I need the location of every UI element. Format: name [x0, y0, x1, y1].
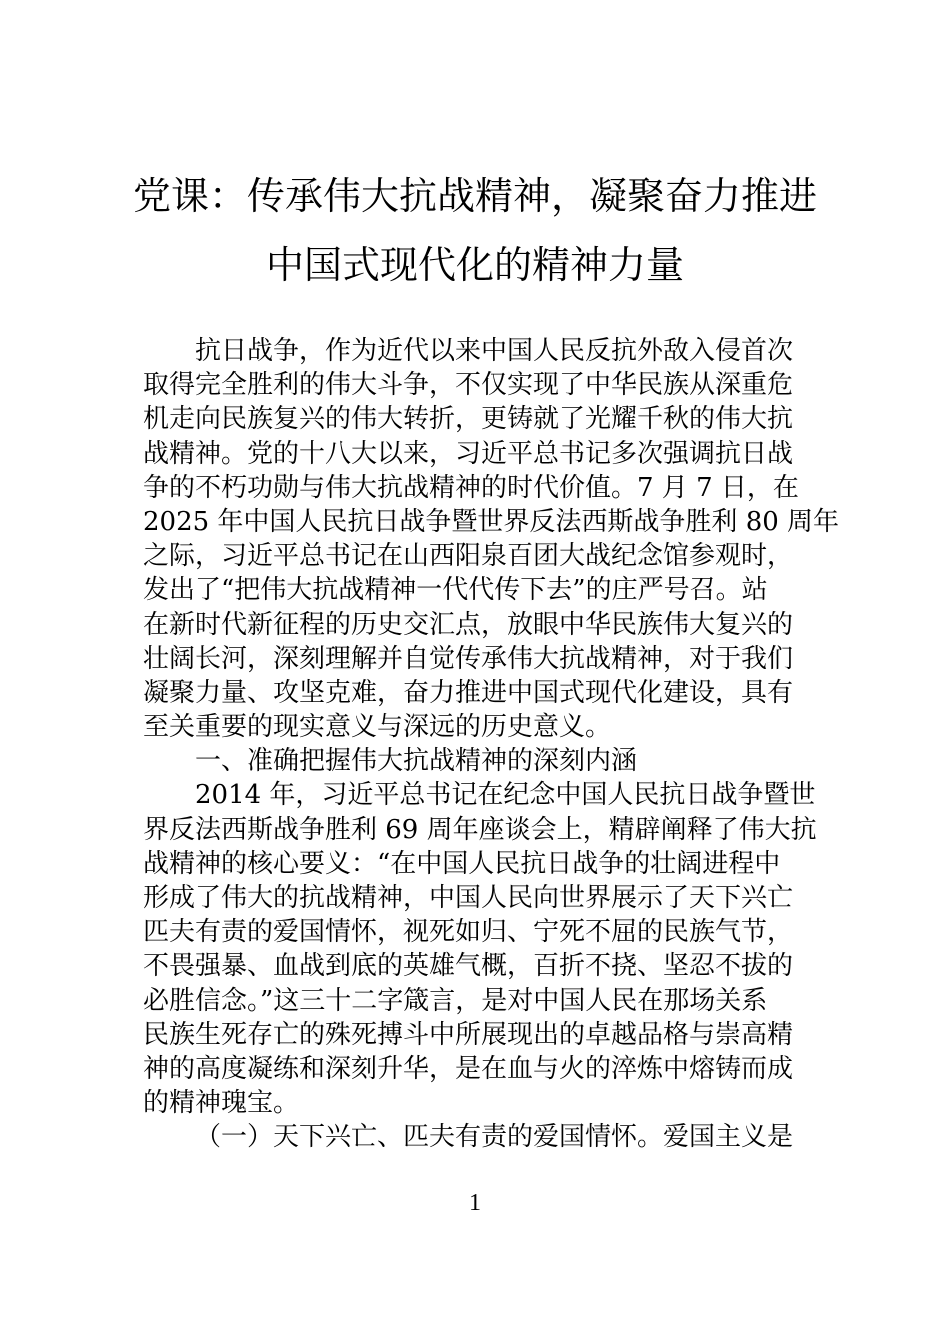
body-line: 必胜信念。”这三十二字箴言，是对中国人民在那场关系: [143, 985, 768, 1016]
document-body: [143, 334, 840, 1155]
body-line: 形成了伟大的抗战精神，中国人民向世界展示了天下兴亡: [143, 883, 794, 913]
body-line: 匹夫有责的爱国情怀，视死如归、宁死不屈的民族气节，: [143, 917, 794, 948]
document-title-line-1: 党课：传承伟大抗战精神，凝聚奋力推进: [132, 174, 817, 218]
body-line: 2014 年，习近平总书记在纪念中国人民抗日战争暨世: [195, 780, 816, 811]
body-line: 凝聚力量、攻坚克难，奋力推进中国式现代化建设，具有: [143, 677, 794, 708]
page-number: 1: [469, 1190, 481, 1216]
body-line: 战精神的核心要义：“在中国人民抗日战争的壮阔进程中: [143, 848, 781, 879]
body-line: 争的不朽功勋与伟大抗战精神的时代价值。7 月 7 日，在: [143, 472, 799, 503]
body-line: 壮阔长河，深刻理解并自觉传承伟大抗战精神，对于我们: [143, 643, 794, 674]
body-line: 发出了“把伟大抗战精神一代代传下去”的庄严号召。站: [143, 575, 768, 606]
document-title-line-2: 中国式现代化的精神力量: [265, 243, 684, 287]
subsection-heading: （一）天下兴亡、匹夫有责的爱国情怀。爱国主义是: [195, 1122, 794, 1153]
body-line: 机走向民族复兴的伟大转折，更铸就了光耀千秋的伟大抗: [143, 404, 794, 435]
body-line: 在新时代新征程的历史交汇点，放眼中华民族伟大复兴的: [143, 609, 794, 640]
section-heading: 一、准确把握伟大抗战精神的深刻内涵: [195, 746, 638, 777]
body-line: 2025 年中国人民抗日战争暨世界反法西斯战争胜利 80 周年: [143, 506, 840, 537]
body-line: 之际，习近平总书记在山西阳泉百团大战纪念馆参观时，: [143, 541, 794, 572]
body-line: 不畏强暴、血战到底的英雄气概，百折不挠、坚忍不拔的: [143, 951, 794, 982]
body-line: 取得完全胜利的伟大斗争，不仅实现了中华民族从深重危: [143, 370, 794, 401]
body-line: 的精神瑰宝。: [143, 1088, 300, 1119]
body-line: 至关重要的现实意义与深远的历史意义。: [143, 712, 612, 743]
body-line: 民族生死存亡的殊死搏斗中所展现出的卓越品格与崇高精: [143, 1019, 794, 1050]
body-line: 战精神。党的十八大以来，习近平总书记多次强调抗日战: [143, 438, 794, 469]
body-line: 界反法西斯战争胜利 69 周年座谈会上，精辟阐释了伟大抗: [143, 814, 817, 845]
body-line: 抗日战争，作为近代以来中国人民反抗外敌入侵首次: [195, 336, 794, 366]
body-line: 神的高度凝练和深刻升华，是在血与火的淬炼中熔铸而成: [143, 1053, 794, 1084]
